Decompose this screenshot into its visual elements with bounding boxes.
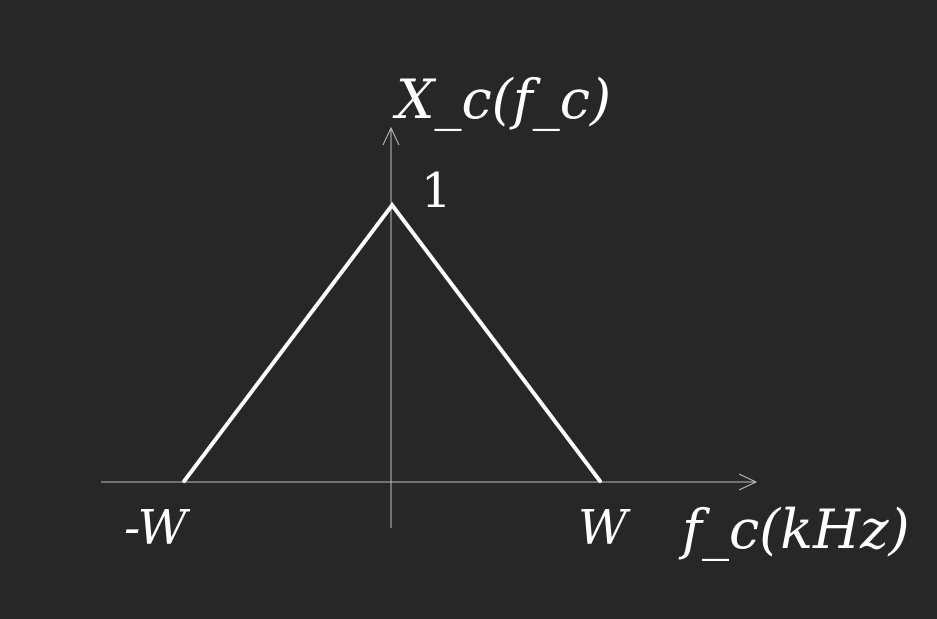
series-line <box>184 205 600 481</box>
y-axis-label: X_c(f_c) <box>396 68 612 131</box>
x-tick-label-w: W <box>578 500 628 556</box>
x-tick-label-neg-w: -W <box>124 500 187 556</box>
y-tick-label-1: 1 <box>421 163 452 219</box>
x-axis-label: f_c(kHz) <box>682 498 910 561</box>
